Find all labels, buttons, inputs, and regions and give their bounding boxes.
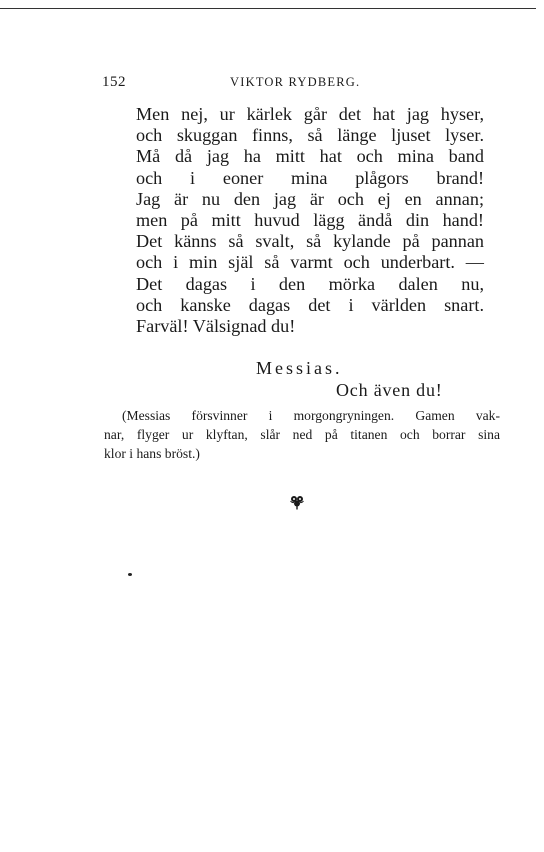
- page-number: 152: [102, 74, 126, 90]
- page-header: [0, 74, 544, 94]
- stage-direction: [104, 406, 500, 463]
- verse-line: och skuggan finns, så länge ljuset lyser.: [136, 125, 484, 146]
- verse-line: och kanske dagas det i världen snart.: [136, 294, 484, 315]
- verse-line: Jag är nu den jag är och ej en annan;: [136, 188, 484, 209]
- verse-line: Det känns så svalt, så kylande på pannan: [136, 231, 484, 252]
- floral-ornament-icon: [289, 494, 305, 510]
- running-head: VIKTOR RYDBERG.: [230, 75, 361, 89]
- verse-line: och i eoner mina plågors brand!: [136, 167, 484, 188]
- verse-line: Det dagas i den mörka dalen nu,: [136, 273, 484, 294]
- verse-line: men på mitt huvud lägg ändå din hand!: [136, 209, 484, 230]
- verse-block: [136, 104, 484, 337]
- stage-direction-line: klor i hans bröst.): [104, 446, 200, 461]
- ink-speck: [128, 573, 132, 576]
- stage-direction-line: (Messias försvinner i morgongryningen. Gamen vak-: [122, 408, 500, 423]
- speaker-reply: Och även du!: [336, 380, 443, 400]
- stage-direction-line: nar, flyger ur klyftan, slår ned på titanen och borrar sina: [104, 427, 500, 442]
- verse-line: Men nej, ur kärlek går det hat jag hyser,: [136, 104, 484, 124]
- verse-line: Farväl! Välsignad du!: [136, 315, 296, 336]
- verse-line: Må då jag ha mitt hat och mina band: [136, 146, 484, 167]
- top-border-rule: [0, 8, 536, 9]
- speaker-name: Messias.: [256, 358, 343, 378]
- verse-line: och i min själ så varmt och underbart. —: [136, 252, 484, 273]
